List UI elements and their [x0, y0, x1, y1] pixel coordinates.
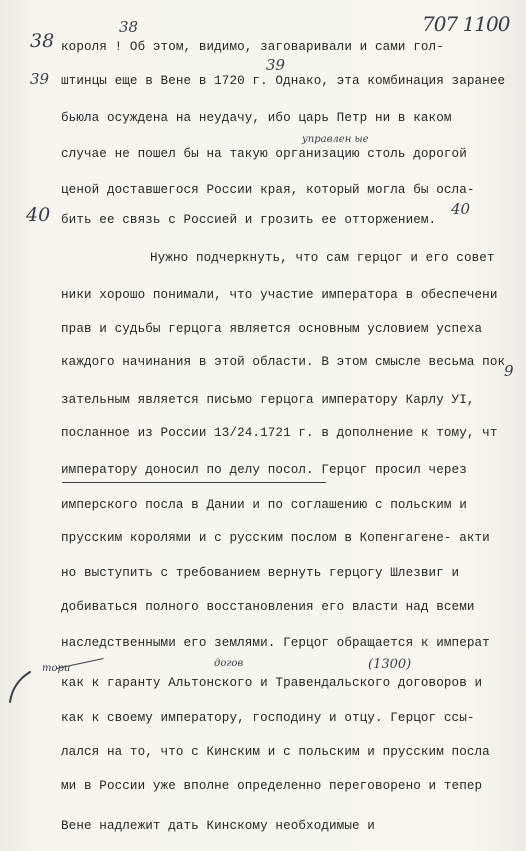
handwritten-insertion-dogovorov: догов: [214, 658, 244, 669]
text-line-16: но выступить с требованием вернуть герцогу Шлезвиг и: [61, 566, 460, 580]
inline-number-38: 38: [119, 18, 139, 36]
text-line-19: как к гаранту Альтонского и Травендальского договоров и: [61, 676, 483, 690]
text-line-5: ценой доставшегося России края, который могла бы осла-: [61, 183, 475, 197]
handwritten-insertion-tori: тори: [42, 663, 71, 674]
text-line-4: случае не пошел бы на такую организацию столь дорогой: [61, 147, 467, 161]
text-line-21: лался на то, что с Кинским и с польским и прусским посла: [61, 745, 490, 759]
text-line-9: прав и судьбы герцога является основным условием успеха: [61, 322, 483, 336]
right-margin-number-9: 9: [504, 362, 514, 380]
text-line-3: бьюла осуждена на неудачу, ибо царь Петр ни в каком: [61, 111, 452, 125]
margin-number-39: 39: [30, 70, 50, 88]
text-line-8: ники хорошо понимали, что участие императора в обеспечени: [61, 288, 498, 302]
handwritten-insertion-upravlennye: управлен ые: [302, 134, 369, 145]
text-line-18: наследственными его землями. Герцог обращается к императ: [61, 636, 490, 650]
text-line-22: ми в России уже вполне определенно переговорено и тепер: [61, 779, 483, 793]
inline-number-40: 40: [451, 200, 471, 218]
margin-number-40: 40: [26, 204, 51, 226]
underline-mark-line-13: [62, 482, 326, 483]
text-line-7: Нужно подчеркнуть, что сам герцог и его совет: [150, 251, 495, 265]
handwritten-insertion-year: (1300): [368, 657, 412, 672]
inline-number-39: 39: [266, 56, 286, 74]
text-line-14: имперского посла в Дании и по соглашению с польским и: [61, 498, 467, 512]
text-line-10: каждого начинания в этой области. В этом смысле весьма пок: [61, 355, 506, 369]
text-line-11: зательным является письмо герцога императору Карлу УI,: [61, 393, 475, 407]
text-line-17: добиваться полного восстановления его власти над всеми: [61, 600, 475, 614]
text-line-23: Вене надлежит дать Кинскому необходимые и: [61, 819, 375, 833]
text-line-6: бить ее связь с Россией и грозить ее отторжением.: [61, 213, 437, 227]
text-line-2: штинцы еще в Вене в 1720 г. Однако, эта комбинация заранее: [61, 74, 506, 88]
text-line-15: прусским королями и с русским послом в Копенгагене- акти: [61, 531, 490, 545]
margin-number-38: 38: [30, 30, 55, 52]
margin-bracket-mark: [6, 668, 36, 708]
text-line-12: посланное из России 13/24.1721 г. в дополнение к тому, чт: [61, 426, 498, 440]
text-line-1: короля ! Об этом, видимо, заговаривали и сами гол-: [61, 40, 444, 54]
text-line-20: как к своему императору, господину и отцу. Герцог ссы-: [61, 711, 475, 725]
archive-number: 707 1100: [422, 12, 510, 36]
text-line-13: императору доносил по делу посол. Герцог просил через: [61, 463, 467, 477]
